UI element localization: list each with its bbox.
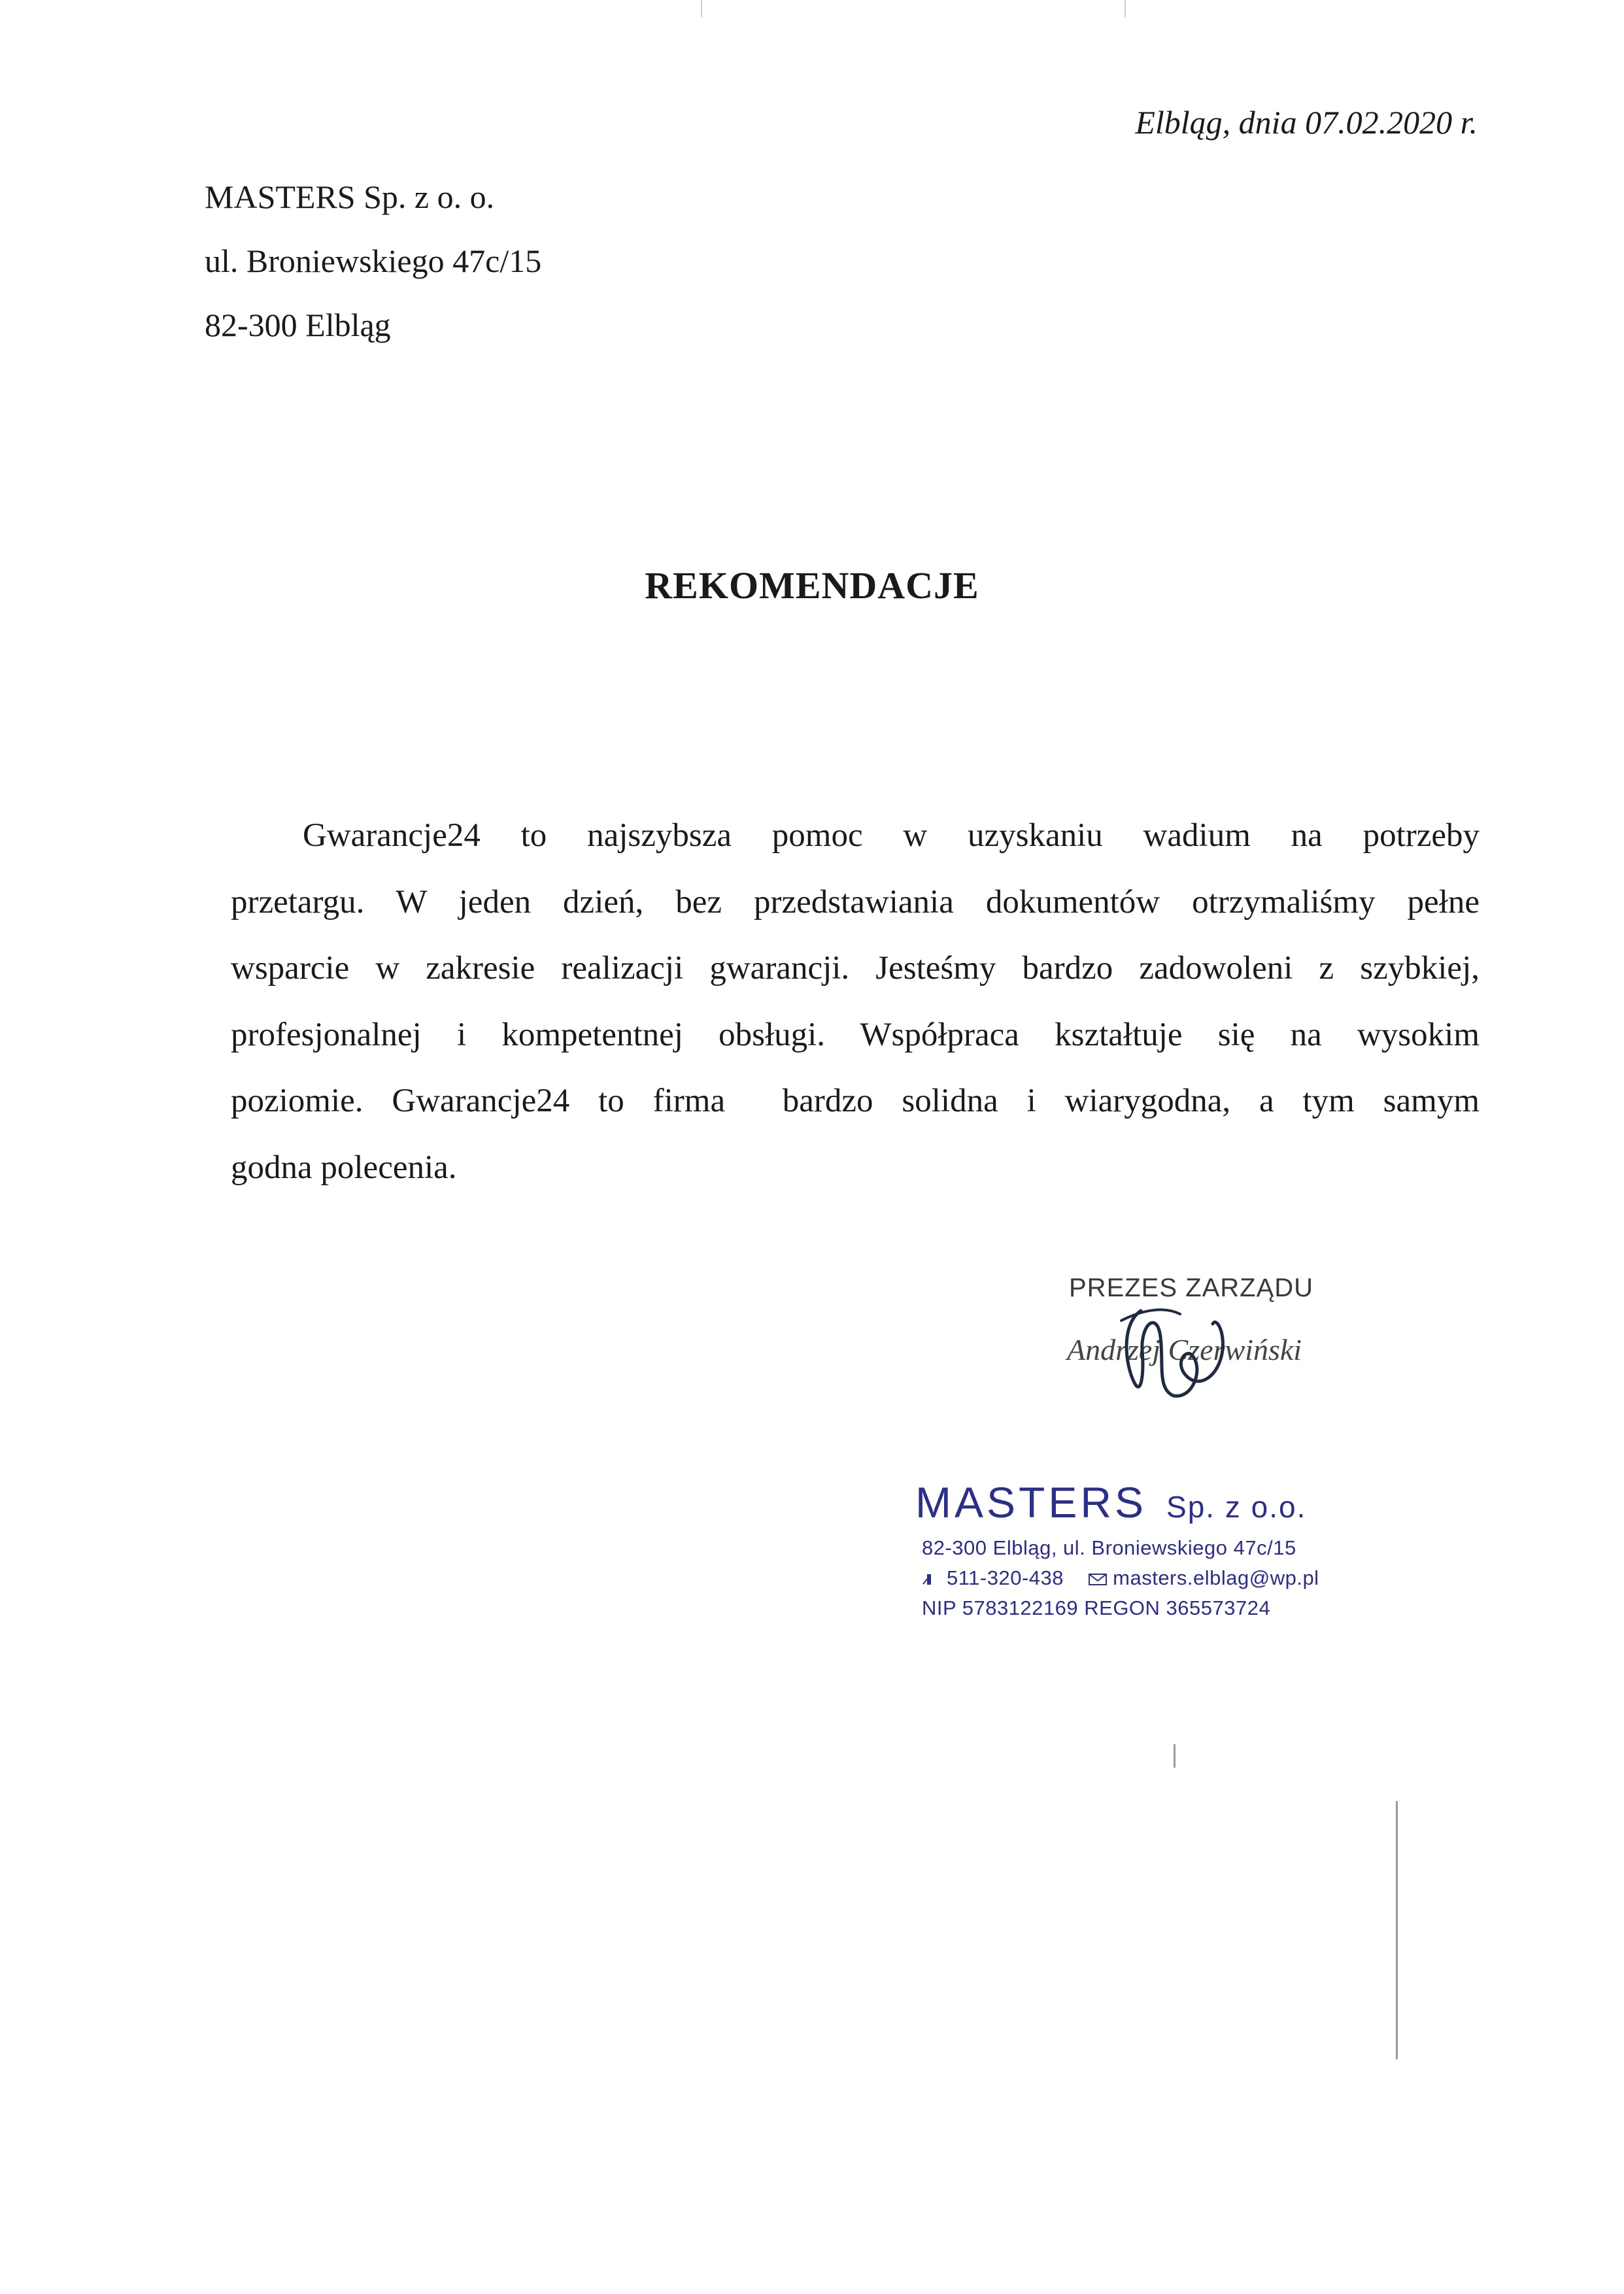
body-line-2: przetargu. W jeden dzień, bez przedstawiania dokumentów otrzymaliśmy pełne: [231, 883, 1480, 920]
envelope-icon: [1088, 1572, 1108, 1587]
signatory-title: PREZES ZARZĄDU: [1069, 1274, 1314, 1302]
scan-mark-top-right: [1125, 0, 1126, 17]
body-line-5: poziomie. Gwarancje24 to firma bardzo solidna i wiarygodna, a tym samym: [231, 1083, 1480, 1119]
stamp-company-name: [915, 1476, 1319, 1533]
date-line: Elbląg, dnia 07.02.2020 r.: [1135, 104, 1478, 141]
signatory-name: Andrzej Czerwiński: [1067, 1333, 1302, 1366]
sender-address: [205, 165, 541, 357]
stamp-suffix: Sp. z o.o.: [1166, 1490, 1307, 1524]
stamp-address: 82-300 Elbląg, ul. Broniewskiego 47c/15: [922, 1536, 1296, 1559]
sender-city: 82-300 Elbląg: [205, 307, 391, 343]
stamp-contact-line: [915, 1563, 1319, 1593]
stamp-email: masters.elblag@wp.pl: [1113, 1566, 1319, 1589]
handwritten-signature: [1095, 1285, 1304, 1409]
stamp-tax-ids: NIP 5783122169 REGON 365573724: [922, 1596, 1271, 1619]
body-line-3: wsparcie w zakresie realizacji gwarancji. Jesteśmy bardzo zadowoleni z szybkiej,: [231, 950, 1480, 987]
recommendation-body: [231, 803, 1480, 1201]
body-line-6: godna polecenia.: [231, 1149, 457, 1186]
scan-mark-top-left: [701, 0, 702, 17]
phone-icon: [922, 1572, 941, 1587]
body-line-4: profesjonalnej i kompetentnej obsługi. Współpraca kształtuje się na wysokim: [231, 1016, 1480, 1053]
page-title: REKOMENDACJE: [645, 564, 979, 607]
scan-mark-middle: [1174, 1744, 1176, 1768]
company-stamp: [915, 1476, 1319, 1623]
sender-street: ul. Broniewskiego 47c/15: [205, 243, 542, 279]
stamp-name: MASTERS: [915, 1478, 1147, 1527]
sender-company: MASTERS Sp. z o. o.: [205, 178, 495, 215]
body-line-1: Gwarancje24 to najszybsza pomoc w uzyskaniu wadium na potrzeby: [303, 817, 1480, 854]
stamp-phone: 511-320-438: [947, 1566, 1064, 1589]
scan-mark-right-edge: [1396, 1801, 1398, 2059]
